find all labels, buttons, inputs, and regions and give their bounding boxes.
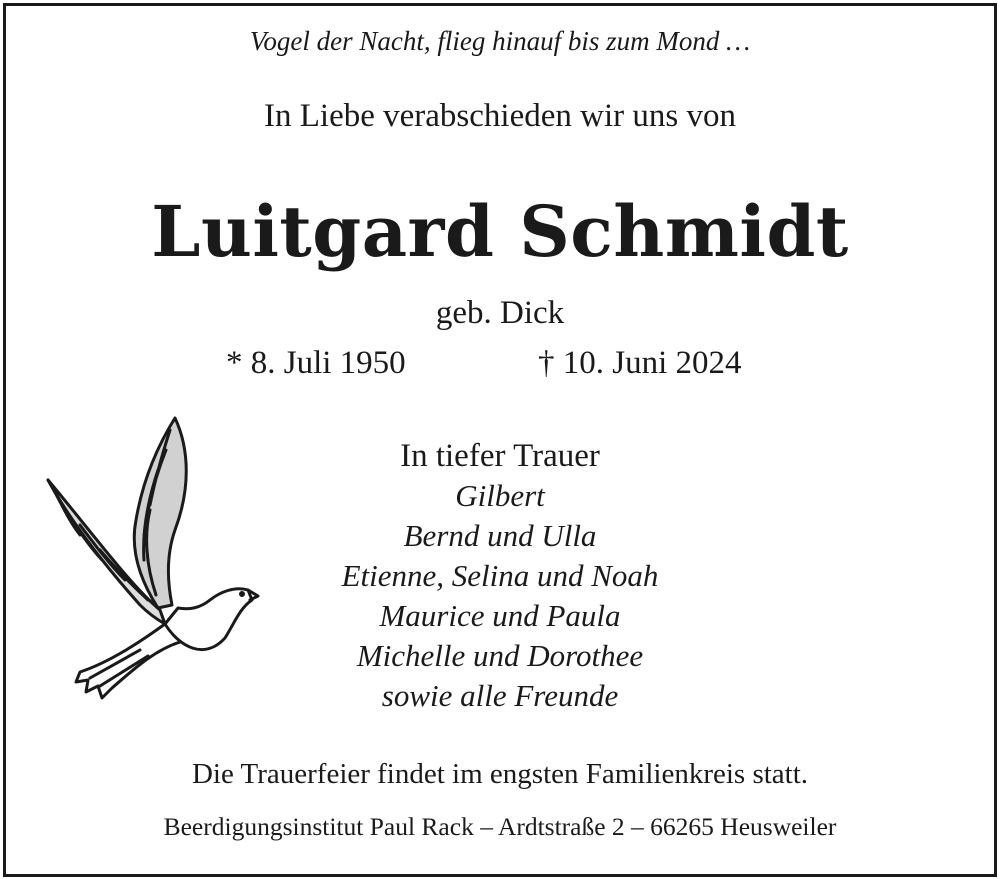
intro-text: In Liebe verabschieden wir uns von xyxy=(264,98,736,134)
undertaker-info: Beerdigungsinstitut Paul Rack – Ardtstraße 2 – 66265 Heusweiler xyxy=(163,812,837,841)
life-dates xyxy=(0,345,1000,385)
mourner-name: sowie alle Freunde xyxy=(381,678,619,713)
mourner-name: Michelle und Dorothee xyxy=(356,638,644,673)
birth-date: * 8. Juli 1950 xyxy=(226,345,406,381)
maiden-name: geb. Dick xyxy=(435,295,565,331)
mourners-block xyxy=(250,436,750,716)
mourner-name: Maurice und Paula xyxy=(379,598,621,633)
mourner-name: Etienne, Selina und Noah xyxy=(341,558,659,593)
motto: Vogel der Nacht, flieg hinauf bis zum Mond … xyxy=(249,26,751,56)
dove-icon xyxy=(40,410,260,710)
mourner-name: Gilbert xyxy=(455,478,545,513)
deceased-name: Luitgard Schmidt xyxy=(151,190,849,273)
death-date: † 10. Juni 2024 xyxy=(538,345,742,381)
mourner-name: Bernd und Ulla xyxy=(403,518,597,553)
mourners-heading: In tiefer Trauer xyxy=(400,438,600,474)
ceremony-info: Die Trauerfeier findet im engsten Familienkreis statt. xyxy=(191,758,809,790)
